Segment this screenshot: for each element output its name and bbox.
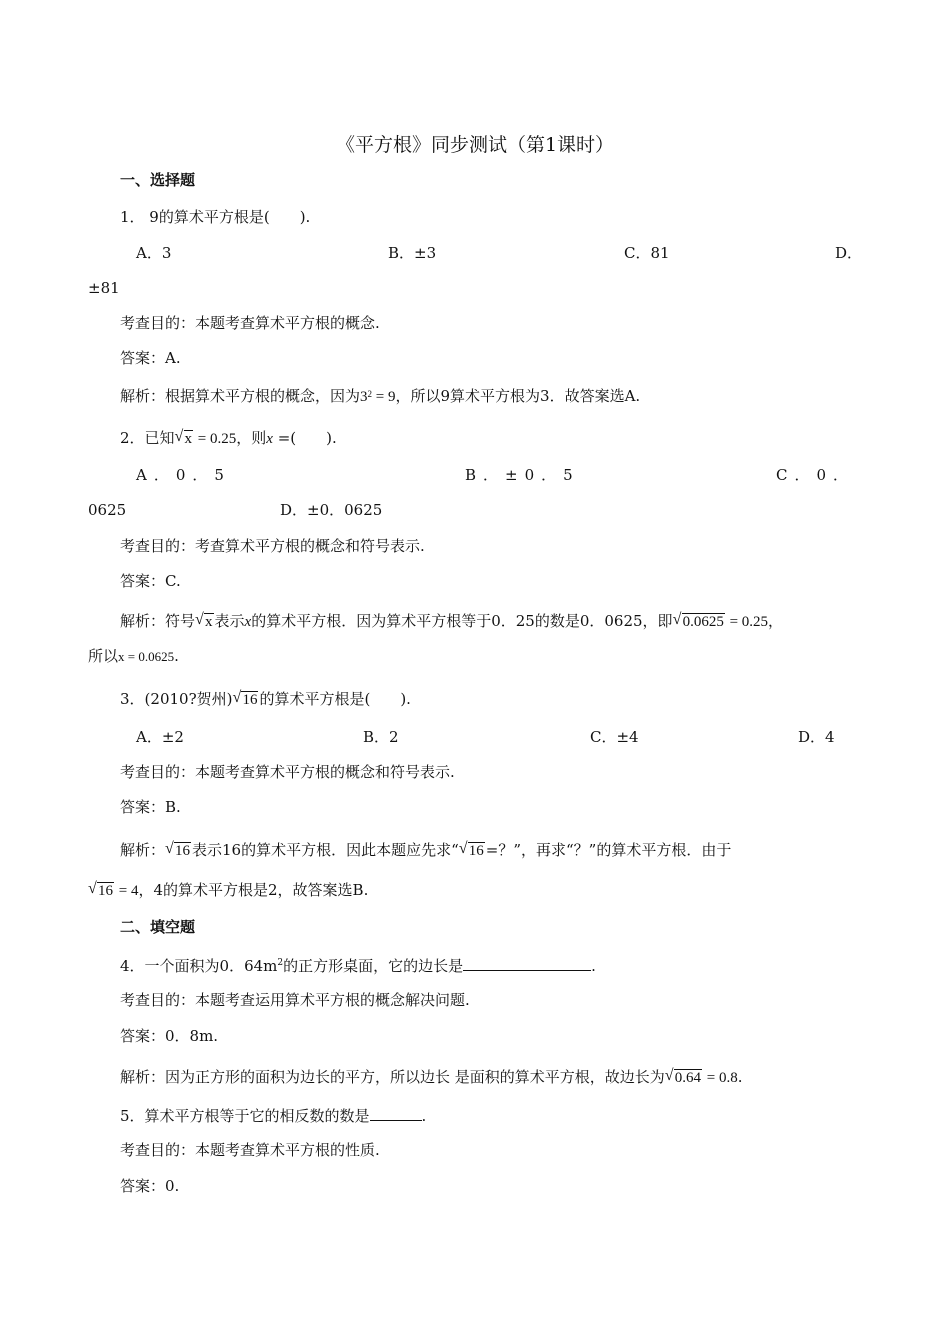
question-4-stem-text-c: . — [591, 957, 596, 975]
analysis-text: 的算术平方根．因为算术平方根等于0．25的数是0．0625，即 — [251, 612, 673, 630]
question-2-option-d: D．±0．0625 — [280, 501, 383, 519]
sqrt-symbol: √ 0.0625 — [672, 611, 724, 630]
sqrt-radicand: 0.0625 — [682, 614, 724, 630]
analysis-text: 所以 — [88, 647, 119, 665]
question-5-purpose: 考查目的：本题考查算术平方根的性质. — [120, 1141, 380, 1159]
section-heading-choice: 一、选择题 — [120, 171, 196, 189]
sqrt-symbol: √ x — [195, 611, 213, 630]
analysis-text: 解析：因为正方形的面积为边长的平方，所以边长 是面积的算术平方根，故边长为 — [120, 1068, 665, 1086]
question-2-analysis-line-1 — [120, 611, 783, 632]
question-3-purpose: 考查目的：本题考查算术平方根的概念和符号表示. — [120, 763, 455, 781]
question-1-purpose: 考查目的：本题考查算术平方根的概念. — [120, 314, 380, 332]
question-1-option-a: A．3 — [136, 244, 172, 262]
sqrt-symbol: √ 16 — [165, 840, 191, 859]
question-1-analysis-text-b: ，所以9算术平方根为3．故答案选A. — [395, 387, 641, 405]
question-4-analysis — [120, 1067, 743, 1088]
sqrt-symbol: √ x — [174, 428, 193, 447]
document-title: 《平方根》同步测试（第1课时） — [335, 134, 615, 156]
math-base: 3 — [360, 389, 368, 405]
sqrt-symbol: √ 16 — [232, 689, 258, 708]
section-heading-fill-blank: 二、填空题 — [120, 918, 196, 936]
question-3-analysis-line-1 — [120, 840, 731, 861]
math-rest: = 9 — [372, 389, 396, 405]
answer-blank[interactable] — [370, 1105, 422, 1121]
question-1-analysis-math — [360, 389, 395, 405]
answer-blank[interactable] — [463, 955, 591, 971]
analysis-text: 解析：符号 — [120, 612, 196, 630]
question-1-option-b: B．±3 — [388, 244, 437, 262]
analysis-text: ， — [768, 612, 784, 630]
question-3-stem-text-b: 的算术平方根是( ). — [259, 690, 411, 708]
question-1-option-d: D． — [835, 244, 863, 262]
math-equation: = 0.25 — [725, 614, 769, 630]
question-1-option-c: C．81 — [624, 244, 670, 262]
analysis-text: 解析： — [120, 841, 166, 859]
question-1-stem: 1． 9的算术平方根是( ). — [120, 208, 311, 226]
question-4-purpose: 考查目的：本题考查运用算术平方根的概念解决问题. — [120, 991, 470, 1009]
math-exponent: 2 — [367, 389, 373, 399]
question-3-analysis-line-2 — [88, 880, 368, 901]
sqrt-radicand: 0.64 — [674, 1070, 702, 1086]
sqrt-symbol: √ 0.64 — [664, 1067, 702, 1086]
sqrt-radicand: 16 — [242, 692, 258, 708]
sqrt-symbol: √ 16 — [458, 840, 484, 859]
sqrt-radicand: 16 — [468, 843, 484, 859]
question-2-stem-text-b: ，则 — [236, 429, 267, 447]
sqrt-symbol: √ 16 — [88, 880, 113, 899]
math-equation: = 0.8 — [703, 1070, 738, 1086]
question-5-stem — [120, 1105, 426, 1126]
question-2-analysis-line-2 — [88, 646, 179, 667]
question-2-option-c-value: 0625 — [88, 501, 127, 519]
analysis-text: . — [737, 1068, 743, 1086]
analysis-text: =？”，再求“？”的算术平方根．由于 — [485, 841, 732, 859]
question-1-option-d-value: ±81 — [88, 279, 120, 297]
question-4-answer: 答案：0．8m. — [120, 1027, 219, 1045]
question-3-stem-text-a: 3．(2010?贺州) — [120, 690, 233, 708]
question-1-analysis-text-a: 解析：根据算术平方根的概念，因为 — [120, 387, 361, 405]
superscript: 2 — [277, 958, 284, 968]
question-5-stem-text-b: . — [421, 1107, 427, 1125]
question-2-answer: 答案：C. — [120, 572, 181, 590]
question-2-option-c: C．0． — [776, 466, 856, 484]
math-variable: x — [266, 431, 273, 447]
math-equation: = 0.25 — [194, 431, 237, 447]
math-equation: = 4 — [115, 883, 139, 899]
analysis-text: ，4的算术平方根是2，故答案选B. — [138, 881, 369, 899]
analysis-text: . — [174, 647, 179, 665]
sqrt-radicand: x — [184, 431, 193, 447]
question-2-stem — [120, 428, 337, 449]
question-4-stem-text-b: 的正方形桌面，它的边长是 — [283, 957, 464, 975]
question-2-stem-text-a: 2．已知 — [120, 429, 175, 447]
question-1-analysis — [120, 386, 640, 407]
question-3-answer: 答案：B. — [120, 798, 181, 816]
question-4-stem — [120, 955, 596, 976]
analysis-text: 表示 — [214, 612, 245, 630]
sqrt-radicand: 16 — [175, 843, 191, 859]
math-equation: x = 0.0625 — [118, 649, 175, 664]
question-1-answer: 答案：A. — [120, 349, 181, 367]
question-2-option-b: B．±0．5 — [465, 466, 580, 484]
question-5-answer: 答案：0. — [120, 1177, 180, 1195]
question-3-option-d: D．4 — [798, 728, 835, 746]
question-3-option-a: A．±2 — [136, 728, 184, 746]
question-3-option-c: C．±4 — [590, 728, 639, 746]
question-5-stem-text-a: 5．算术平方根等于它的相反数的数是 — [120, 1107, 370, 1125]
sqrt-radicand: 16 — [98, 883, 113, 899]
sqrt-radicand: x — [205, 614, 213, 630]
question-3-option-b: B．2 — [363, 728, 399, 746]
question-2-stem-text-c: =( ). — [272, 429, 337, 447]
question-2-purpose: 考查目的：考查算术平方根的概念和符号表示. — [120, 537, 425, 555]
question-4-stem-text-a: 4．一个面积为0．64m — [120, 957, 278, 975]
math-variable: x — [244, 614, 252, 630]
analysis-text: 表示16的算术平方根．因此本题应先求“ — [192, 841, 459, 859]
question-3-stem — [120, 689, 411, 710]
question-2-option-a: A．0．5 — [136, 466, 231, 484]
